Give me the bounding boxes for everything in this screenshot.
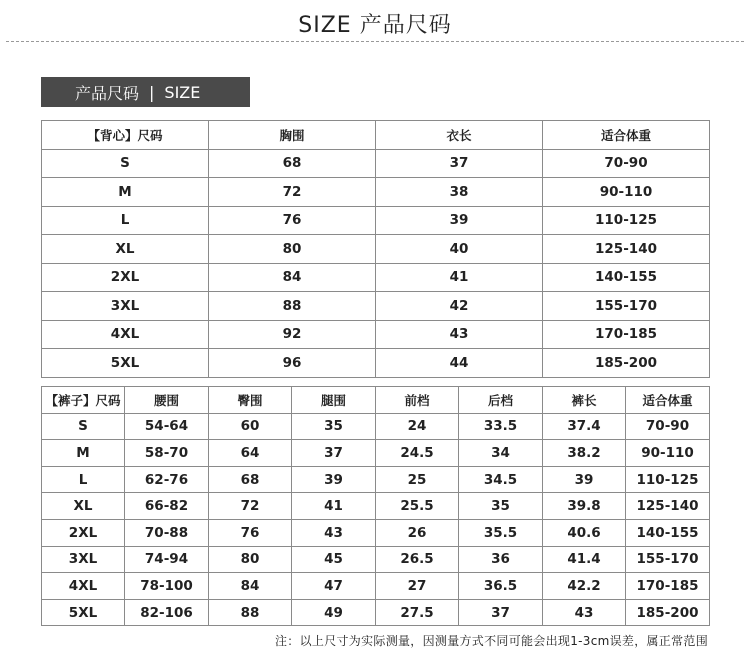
table-cell: 24 [376,413,459,440]
table-cell: 37 [292,440,376,467]
table-cell: 76 [209,206,376,235]
table-cell: 110-125 [626,466,710,493]
table-row [42,519,710,546]
section-label-cn: 产品尺码 [75,83,140,103]
table-cell: 45 [292,546,376,573]
table-cell: 3XL [42,546,125,573]
table-cell: 39 [376,206,543,235]
table-cell: 78-100 [125,573,209,600]
table-cell: 35 [292,413,376,440]
table-cell: 2XL [42,519,125,546]
table-cell: 155-170 [543,292,710,321]
table-header-row [42,387,710,414]
table-cell: 140-155 [543,263,710,292]
table-header-cell: 衣长 [376,121,543,150]
table-cell: 41.4 [543,546,626,573]
table-header-cell: 臀围 [209,387,292,414]
table-cell: M [42,440,125,467]
table-cell: 185-200 [626,599,710,626]
table-cell: 80 [209,546,292,573]
table-cell: 25.5 [376,493,459,520]
table-cell: 84 [209,263,376,292]
table-cell: 88 [209,599,292,626]
table-cell: 62-76 [125,466,209,493]
table-cell: 47 [292,573,376,600]
table-cell: 41 [292,493,376,520]
table-cell: S [42,413,125,440]
table-cell: 96 [209,349,376,378]
table-cell: 125-140 [543,235,710,264]
table-cell: 185-200 [543,349,710,378]
table-cell: 37 [376,149,543,178]
table-cell: 70-90 [543,149,710,178]
table-cell: 36.5 [459,573,543,600]
table-cell: 49 [292,599,376,626]
table-cell: 37.4 [543,413,626,440]
table-row [42,263,710,292]
table-cell: 76 [209,519,292,546]
table-cell: 110-125 [543,206,710,235]
table-row [42,206,710,235]
table-cell: 3XL [42,292,209,321]
table-cell: 72 [209,178,376,207]
table-cell: 40 [376,235,543,264]
measurement-footnote: 注：以上尺寸为实际测量，因测量方式不同可能会出现1-3cm误差，属正常范围 [275,634,708,648]
table-row [42,493,710,520]
table-cell: 27.5 [376,599,459,626]
table-cell: XL [42,235,209,264]
table-row [42,349,710,378]
table-cell: 43 [543,599,626,626]
table-cell: 84 [209,573,292,600]
table-cell: 26 [376,519,459,546]
table-cell: 64 [209,440,292,467]
table-cell: 68 [209,466,292,493]
section-label [41,77,250,107]
table-cell: 4XL [42,573,125,600]
table-cell: 42 [376,292,543,321]
table-header-cell: 前档 [376,387,459,414]
table-cell: 37 [459,599,543,626]
table-row [42,440,710,467]
table-cell: 35.5 [459,519,543,546]
table-cell: 43 [292,519,376,546]
table-header-row [42,121,710,150]
table-row [42,235,710,264]
table-row [42,292,710,321]
table-cell: 72 [209,493,292,520]
table-cell: 4XL [42,320,209,349]
table-row [42,573,710,600]
table-cell: 38.2 [543,440,626,467]
table-row [42,546,710,573]
table-cell: 35 [459,493,543,520]
table-cell: S [42,149,209,178]
table-cell: 66-82 [125,493,209,520]
table-header-cell: 腰围 [125,387,209,414]
table-row [42,320,710,349]
table-cell: 25 [376,466,459,493]
table-cell: 34.5 [459,466,543,493]
table-cell: L [42,466,125,493]
table-cell: 24.5 [376,440,459,467]
table-cell: 43 [376,320,543,349]
table-cell: 88 [209,292,376,321]
table-cell: 36 [459,546,543,573]
table-header-cell: 适合体重 [626,387,710,414]
table-cell: 2XL [42,263,209,292]
table-cell: 39 [543,466,626,493]
table-cell: 39.8 [543,493,626,520]
table-cell: 38 [376,178,543,207]
table-header-cell: 【背心】尺码 [42,121,209,150]
table-cell: 60 [209,413,292,440]
table-cell: 125-140 [626,493,710,520]
page-title: SIZE 产品尺码 [298,13,452,38]
table-cell: 27 [376,573,459,600]
table-cell: 42.2 [543,573,626,600]
table-cell: 26.5 [376,546,459,573]
section-label-en: SIZE [164,82,201,102]
table-row [42,413,710,440]
table-header-cell: 裤长 [543,387,626,414]
table-cell: 44 [376,349,543,378]
table-cell: 82-106 [125,599,209,626]
table-header-cell: 腿围 [292,387,376,414]
table-cell: 92 [209,320,376,349]
table-cell: 68 [209,149,376,178]
table-cell: 74-94 [125,546,209,573]
table-cell: 70-88 [125,519,209,546]
table-row [42,149,710,178]
table-cell: 5XL [42,349,209,378]
table-cell: 170-185 [543,320,710,349]
table-header-cell: 适合体重 [543,121,710,150]
table-cell: 5XL [42,599,125,626]
table-cell: 39 [292,466,376,493]
table-cell: 170-185 [626,573,710,600]
vest-size-table [41,120,710,378]
table-header-cell: 胸围 [209,121,376,150]
table-cell: 90-110 [626,440,710,467]
table-cell: 41 [376,263,543,292]
table-cell: 155-170 [626,546,710,573]
table-cell: 58-70 [125,440,209,467]
section-label-separator: | [149,82,155,102]
table-cell: 80 [209,235,376,264]
table-cell: L [42,206,209,235]
table-row [42,466,710,493]
table-cell: 54-64 [125,413,209,440]
table-cell: 34 [459,440,543,467]
table-header-cell: 后档 [459,387,543,414]
table-cell: 33.5 [459,413,543,440]
table-row [42,599,710,626]
table-row [42,178,710,207]
table-cell: M [42,178,209,207]
table-header-cell: 【裤子】尺码 [42,387,125,414]
title-divider [6,41,744,42]
table-cell: 40.6 [543,519,626,546]
table-cell: XL [42,493,125,520]
pants-size-table [41,386,710,626]
table-cell: 70-90 [626,413,710,440]
table-cell: 90-110 [543,178,710,207]
table-cell: 140-155 [626,519,710,546]
